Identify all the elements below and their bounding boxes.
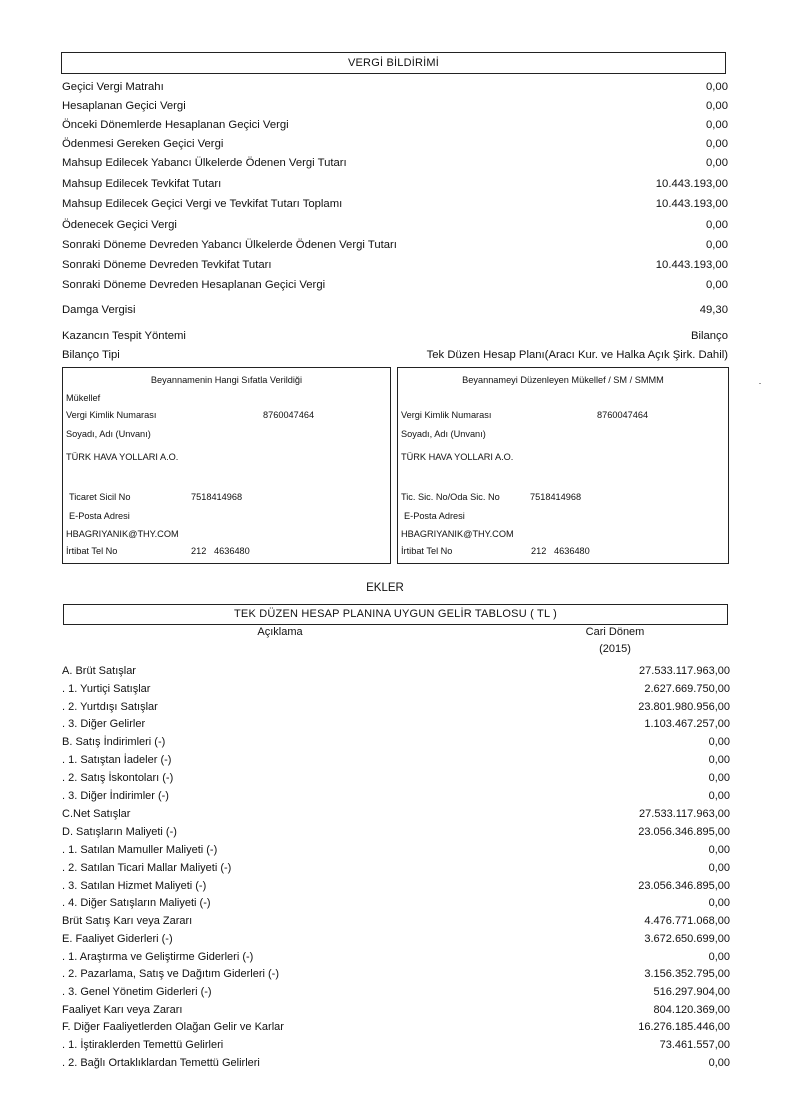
income-row-value: 804.120.369,00 xyxy=(653,1004,730,1016)
income-row xyxy=(62,949,730,966)
email-label: E-Posta Adresi xyxy=(69,511,130,521)
income-row xyxy=(62,663,730,680)
income-row-value: 3.156.352.795,00 xyxy=(644,968,730,980)
vergi-row xyxy=(62,346,728,364)
vergi-row-label: Mahsup Edilecek Geçici Vergi ve Tevkifat Tutarı Toplamı xyxy=(62,198,343,210)
scan-speck xyxy=(759,383,761,384)
vergi-row-value: 0,00 xyxy=(706,219,728,231)
vergi-row xyxy=(62,135,728,153)
vergi-row xyxy=(62,276,728,294)
income-row-value: 516.297.904,00 xyxy=(653,986,730,998)
vergi-row-label: Hesaplanan Geçici Vergi xyxy=(62,100,186,112)
income-row-label: . 4. Diğer Satışların Maliyeti (-) xyxy=(62,897,211,909)
vergi-row-value: 10.443.193,00 xyxy=(655,198,728,210)
income-row-label: D. Satışların Maliyeti (-) xyxy=(62,826,177,838)
income-row xyxy=(62,752,730,769)
income-row-value: 0,00 xyxy=(708,790,730,802)
vergi-row-value: 0,00 xyxy=(706,279,728,291)
income-row-value: 0,00 xyxy=(708,951,730,963)
email-value: HBAGRIYANIK@THY.COM xyxy=(401,529,514,539)
vergi-row-label: Sonraki Döneme Devreden Tevkifat Tutarı xyxy=(62,259,272,271)
vergi-row-label: Mahsup Edilecek Yabancı Ülkelerde Ödenen Vergi Tutarı xyxy=(62,157,347,169)
vergi-row xyxy=(62,154,728,172)
income-row xyxy=(62,1055,730,1072)
income-row-label: Faaliyet Karı veya Zararı xyxy=(62,1004,183,1016)
sicil-label: Tic. Sic. No/Oda Sic. No xyxy=(401,492,500,502)
income-row xyxy=(62,895,730,912)
col-header-period: Cari Dönem xyxy=(585,626,645,638)
vergi-row-value: 10.443.193,00 xyxy=(655,259,728,271)
name-label: Soyadı, Adı (Unvanı) xyxy=(401,429,486,439)
vergi-row xyxy=(62,216,728,234)
income-row-label: . 2. Yurtdışı Satışlar xyxy=(62,701,158,713)
name-value: TÜRK HAVA YOLLARI A.O. xyxy=(401,452,514,462)
income-row-label: . 3. Diğer Gelirler xyxy=(62,718,146,730)
income-row-label: . 2. Satılan Ticari Mallar Maliyeti (-) xyxy=(62,862,232,874)
income-row-label: . 1. Satıştan İadeler (-) xyxy=(62,754,172,766)
income-row-label: B. Satış İndirimleri (-) xyxy=(62,736,166,748)
vkn-label: Vergi Kimlik Numarası xyxy=(401,410,492,420)
tel-number: 4636480 xyxy=(554,546,590,556)
income-row-label: . 2. Satış İskontoları (-) xyxy=(62,772,174,784)
income-row-label: . 1. Araştırma ve Geliştirme Giderleri (-) xyxy=(62,951,254,963)
gelir-tablosu-title: TEK DÜZEN HESAP PLANINA UYGUN GELİR TABLOSU ( TL ) xyxy=(63,604,728,625)
vergi-row-label: Bilanço Tipi xyxy=(62,349,120,361)
income-row xyxy=(62,699,730,716)
vergi-row xyxy=(62,236,728,254)
vergi-row xyxy=(62,327,728,345)
vergi-row xyxy=(62,175,728,193)
vergi-row xyxy=(62,195,728,213)
vergi-row-value: 0,00 xyxy=(706,119,728,131)
tel-number: 4636480 xyxy=(214,546,250,556)
income-row-value: 0,00 xyxy=(708,862,730,874)
col-header-description: Açıklama xyxy=(257,626,303,638)
tel-label: İrtibat Tel No xyxy=(66,546,118,556)
vergi-row-label: Kazancın Tespit Yöntemi xyxy=(62,330,186,342)
income-row-value: 23.056.346.895,00 xyxy=(638,880,730,892)
income-row-label: . 3. Genel Yönetim Giderleri (-) xyxy=(62,986,212,998)
vergi-row-label: Önceki Dönemlerde Hesaplanan Geçici Vergi xyxy=(62,119,289,131)
vergi-bildirimi-title: VERGİ BİLDİRİMİ xyxy=(61,52,726,74)
vergi-row-label: Sonraki Döneme Devreden Hesaplanan Geçici Vergi xyxy=(62,279,326,291)
vergi-row xyxy=(62,78,728,96)
vergi-row-label: Ödenmesi Gereken Geçici Vergi xyxy=(62,138,224,150)
income-row-label: . 2. Bağlı Ortaklıklardan Temettü Gelirleri xyxy=(62,1057,260,1069)
income-row-label: C.Net Satışlar xyxy=(62,808,131,820)
vergi-row xyxy=(62,256,728,274)
income-row-value: 1.103.467.257,00 xyxy=(644,718,730,730)
vkn-value: 8760047464 xyxy=(263,410,315,420)
income-row xyxy=(62,788,730,805)
email-label: E-Posta Adresi xyxy=(404,511,465,521)
vergi-row-value: 0,00 xyxy=(706,157,728,169)
name-label: Soyadı, Adı (Unvanı) xyxy=(66,429,151,439)
vergi-row xyxy=(62,97,728,115)
income-row-value: 23.801.980.956,00 xyxy=(638,701,730,713)
income-row-label: . 2. Pazarlama, Satış ve Dağıtım Giderleri (-) xyxy=(62,968,280,980)
tel-code: 212 xyxy=(531,546,547,556)
vergi-row-label: Sonraki Döneme Devreden Yabancı Ülkelerde Ödenen Vergi Tutarı xyxy=(62,239,397,251)
income-row xyxy=(62,734,730,751)
income-row-value: 0,00 xyxy=(708,1057,730,1069)
taxpayer-box-caption: Beyannamenin Hangi Sıfatla Verildiği xyxy=(150,375,303,385)
preparer-box xyxy=(397,367,729,564)
income-row-label: . 1. İştiraklerden Temettü Gelirleri xyxy=(62,1039,224,1051)
income-row xyxy=(62,770,730,787)
vergi-row-label: Geçici Vergi Matrahı xyxy=(62,81,164,93)
income-row xyxy=(62,1002,730,1019)
taxpayer-box xyxy=(62,367,391,564)
income-row-value: 0,00 xyxy=(708,772,730,784)
vergi-row-value: 10.443.193,00 xyxy=(655,178,728,190)
income-row-label: E. Faaliyet Giderleri (-) xyxy=(62,933,173,945)
vergi-row xyxy=(62,301,728,319)
vergi-row-label: Mahsup Edilecek Tevkifat Tutarı xyxy=(62,178,222,190)
income-row-label: . 3. Diğer İndirimler (-) xyxy=(62,790,169,802)
income-row-value: 2.627.669.750,00 xyxy=(644,683,730,695)
vergi-row-value: 0,00 xyxy=(706,100,728,112)
income-row-value: 27.533.117.963,00 xyxy=(639,665,730,677)
vergi-row-value: Bilanço xyxy=(690,330,728,342)
income-row xyxy=(62,966,730,983)
income-row-value: 16.276.185.446,00 xyxy=(638,1021,730,1033)
income-row-label: A. Brüt Satışlar xyxy=(62,665,136,677)
income-row xyxy=(62,716,730,733)
sicil-value: 7518414968 xyxy=(530,492,582,502)
income-row xyxy=(62,913,730,930)
income-row-value: 73.461.557,00 xyxy=(659,1039,730,1051)
income-row xyxy=(62,878,730,895)
tel-label: İrtibat Tel No xyxy=(401,546,453,556)
ekler-title: EKLER xyxy=(366,582,404,594)
vkn-label: Vergi Kimlik Numarası xyxy=(66,410,157,420)
vergi-row xyxy=(62,116,728,134)
sicil-label: Ticaret Sicil No xyxy=(69,492,131,502)
income-row-value: 27.533.117.963,00 xyxy=(639,808,730,820)
vergi-row-value: 49,30 xyxy=(699,304,728,316)
income-row xyxy=(62,860,730,877)
income-row-value: 0,00 xyxy=(708,754,730,766)
preparer-box-caption: Beyannameyi Düzenleyen Mükellef / SM / SMMM xyxy=(462,375,664,385)
income-row xyxy=(62,681,730,698)
income-row xyxy=(62,1037,730,1054)
tel-code: 212 xyxy=(191,546,207,556)
income-row-label: . 1. Yurtiçi Satışlar xyxy=(62,683,151,695)
income-row-label: . 1. Satılan Mamuller Maliyeti (-) xyxy=(62,844,218,856)
income-row-value: 4.476.771.068,00 xyxy=(644,915,730,927)
vergi-row-value: 0,00 xyxy=(706,138,728,150)
income-row xyxy=(62,824,730,841)
taxpayer-role: Mükellef xyxy=(66,393,101,403)
income-row-value: 3.672.650.699,00 xyxy=(644,933,730,945)
vergi-row-label: Ödenecek Geçici Vergi xyxy=(62,219,177,231)
col-header-year: (2015) xyxy=(599,643,631,655)
income-row-value: 0,00 xyxy=(708,736,730,748)
income-row xyxy=(62,984,730,1001)
vergi-row-value: 0,00 xyxy=(706,81,728,93)
vergi-row-label: Damga Vergisi xyxy=(62,304,136,316)
income-row-label: . 3. Satılan Hizmet Maliyeti (-) xyxy=(62,880,207,892)
income-row xyxy=(62,1019,730,1036)
sicil-value: 7518414968 xyxy=(191,492,243,502)
vkn-value: 8760047464 xyxy=(597,410,649,420)
vergi-row-value: Tek Düzen Hesap Planı(Aracı Kur. ve Halka Açık Şirk. Dahil) xyxy=(426,349,728,361)
email-value: HBAGRIYANIK@THY.COM xyxy=(66,529,179,539)
income-row-label: Brüt Satış Karı veya Zararı xyxy=(62,915,193,927)
income-row-label: F. Diğer Faaliyetlerden Olağan Gelir ve Karlar xyxy=(62,1021,284,1033)
name-value: TÜRK HAVA YOLLARI A.O. xyxy=(66,452,179,462)
income-row xyxy=(62,931,730,948)
income-row-value: 0,00 xyxy=(708,844,730,856)
income-row-value: 23.056.346.895,00 xyxy=(638,826,730,838)
income-row-value: 0,00 xyxy=(708,897,730,909)
income-row xyxy=(62,842,730,859)
income-row xyxy=(62,806,730,823)
vergi-row-value: 0,00 xyxy=(706,239,728,251)
